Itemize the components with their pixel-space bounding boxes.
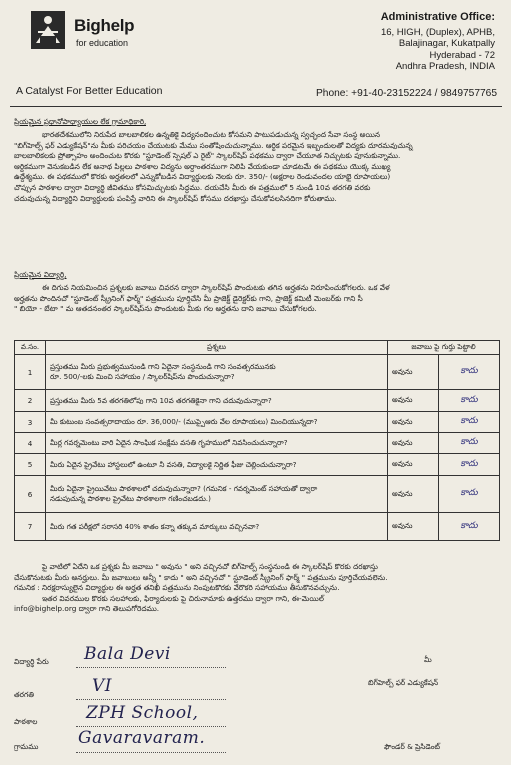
col-header-answer: జవాబు పై గుర్తు పెట్టాలి [388, 341, 500, 355]
question-text [46, 476, 388, 513]
phone-number: Phone: +91-40-23152224 / 9849757765 [316, 88, 497, 99]
question-line: మీరు ఏదైనా ప్రైయివేటు పాఠశాలలో చదువుచున్నారా? (గమనిక - గవర్నమెంట్ సహాయతో ద్వారా [50, 484, 318, 493]
founder-title: ఫౌండర్ & ప్రెసిడెంట్ [384, 742, 441, 751]
intro-paragraph [14, 130, 500, 204]
row-number: 1 [15, 355, 46, 390]
col-header-questions: ప్రశ్నలు [46, 341, 388, 355]
school-value[interactable]: ZPH School, [86, 703, 199, 723]
question-line: మీరు ఏదైన ప్రైవేటు హాస్టలులో ఉంటూ నీ వసతి, విద్యాలకై నిర్ణిత ఫీజు చెల్లించుచున్నారా? [50, 459, 297, 469]
table-row [15, 355, 500, 390]
handwritten-answer: కాదు [439, 454, 500, 476]
paragraph-line: చేసుకొనుటకు మీరు అనర్హులు. మీ జవాబులు అన్నీ " కాదు " అని వచ్చినచో " స్టూడెంట్ స్క్రీనింగ్ ఫార్మ్ " పత్రమును పూర్తిచేయవలెను. [14, 572, 388, 582]
class-label: తరగతి [14, 690, 34, 699]
handwritten-answer: కాదు [439, 412, 500, 433]
paragraph-line: భారతదేశములోని నిరుపేద బాలబాలికల ఉన్నతికై విద్యనందించుట కోసమని పాటుపడుచున్న స్వచ్ఛంద సేవా సంస్థ అయిన [42, 130, 381, 139]
village-label: గ్రామము [14, 742, 39, 751]
handwritten-answer: కాదు [439, 355, 500, 390]
question-text [46, 390, 388, 412]
paragraph-line: పై వాటిలో ఏదేని ఒక ప్రశ్నకు మీ జవాబు " అవును " అని వచ్చినచో బిగ్‌హెల్ప్ సంస్థనుండి ఈ స్కాలర్‌షిప్ కొరకు దరఖాస్తు [42, 562, 378, 571]
instructions-paragraph [14, 562, 500, 615]
paragraph-line: చదువుచున్న విద్యార్థిని విద్యార్థులకు పంపిస్తే వారిని ఈ స్కాలర్‌షిప్ కోసము దరఖాస్తు చేసుకోవలసినదిగా కోరుతాము. [14, 193, 337, 203]
yes-option[interactable]: అవును [388, 412, 439, 433]
student-name-value[interactable]: Bala Devi [84, 644, 171, 664]
question-text [46, 412, 388, 433]
paragraph-line: ఇతర వివరముల కొరకు సలహాలకు, ఫిర్యాదులకు పై చిరునామాకు ఉత్తరము ద్వారా గాని, ఈ-మెయిల్ [42, 593, 324, 603]
paragraph-line: ఈ దిగువ నియమించిన ప్రశ్నలకు జవాబు చివరన ద్వారా స్కాలర్‌షిప్ పొందుటకు తగిన అర్హతను నిరూపించుకోగలరు. ఒక వేళ [42, 283, 390, 292]
row-number: 3 [15, 412, 46, 433]
logo-name: Bighelp [74, 16, 135, 35]
logo-subtitle: for education [76, 38, 129, 48]
table-row [15, 412, 500, 433]
row-number: 6 [15, 476, 46, 513]
address-line: Balajinagar, Kukatpally [398, 38, 495, 50]
row-number: 2 [15, 390, 46, 412]
question-line: నడుపుచున్న పాఠశాల ప్రైవేటు పాఠశాలగా గణించబడదు.) [50, 494, 211, 503]
bighelp-logo-icon [30, 10, 66, 50]
question-text [46, 454, 388, 476]
handwritten-answer: కాదు [439, 433, 500, 454]
paragraph-line: ఆర్థికముగా వెనుకబడిన లేక అనాథ పిల్లలు పాఠశాల విద్యను అర్ధాంతరముగా నిలిపి వేయకుండా చూడటమే ఈ పథకము యొక్క ముఖ్య [14, 161, 391, 171]
question-text [46, 355, 388, 390]
tagline: A Catalyst For Better Education [16, 85, 163, 97]
table-row [15, 454, 500, 476]
salutation-headmaster: ప్రియమైన ప్రధానోపాధ్యాయుల లేక గ్రామాధికారి, [14, 117, 147, 126]
yes-option[interactable]: అవును [388, 355, 439, 390]
paragraph-line: "బిగ్‌హెల్ప్ ఫర్ ఎడ్యుకేషన్"ను మీకు పరిచయం చేయుటకు మేము సంతోషించుచున్నాము. ఆర్థిక పరమైన ఇబ్బందులతో విద్యకు దూరమవుచున్న [14, 140, 413, 150]
yes-option[interactable]: అవును [388, 454, 439, 476]
organization-signature: బిగ్‌హెల్ప్ ఫర్ ఎడ్యుకేషన్ [368, 678, 439, 687]
row-number: 5 [15, 454, 46, 476]
col-header-number: వ.సం. [15, 341, 46, 355]
question-line: మీరు గత పరీక్షలో సరాసరి 40% శాతం కన్నా తక్కువ మార్కులు వచ్చినవా? [50, 521, 260, 531]
table-row [15, 476, 500, 513]
question-line: రూ. 500/-లకు మించి సహాయం / స్కాలర్‌షిప్‌ను పొందుచున్నారా? [50, 372, 235, 381]
handwritten-answer: కాదు [439, 390, 500, 412]
paragraph-line: చొప్పున పాఠశాల ద్వారా విద్యార్థి జీవితము కోసమిచ్చుటకు సిద్ధము. దయచేసి మీరు ఈ పత్రములో 5 నుండి 10వ తరగతి వరకు [14, 182, 371, 192]
class-value[interactable]: VI [92, 676, 112, 696]
office-address [305, 12, 495, 73]
paragraph-line: ఉద్దేశ్యము. ఈ పథకములో కొరకు అర్హతలలో ఎన్నుకోబడిన విద్యార్థులకు నెలకు రూ. 350/- (అక్షరాల రెండువందల యాభై రూపాయలు) [14, 172, 391, 182]
question-line: మీ కుటుంబ సంవత్సరాదాయం రూ. 36,000/- (ముప్పైఆరు వేల రూపాయలు) మించియున్నదా? [50, 417, 318, 426]
class-underline [76, 699, 226, 700]
question-line: మీర్ల గవర్నమెంటు వారి ఏదైన సాంఘిక సంక్షేమ వసతి గృహములో నివసించుచున్నారా? [50, 438, 288, 447]
paragraph-line: గమనిక : నిరక్షరాస్యులైన విద్యార్థుల ఈ అర్హత తనిఖీ పత్రమును నింపుటకొరకు వేరొకరి సహాయము తీసుకొనవచ్చును. [14, 583, 340, 593]
village-underline [76, 752, 226, 753]
handwritten-answer: కాదు [439, 513, 500, 541]
header-divider [10, 106, 502, 107]
address-line: 16, HIGH, (Duplex), APHB, [380, 26, 495, 38]
address-line: Andhra Pradesh, INDIA [395, 61, 495, 73]
question-line: ప్రస్తుతము మీరు 5వ తరగతిలోపు గాని 10వ తరగతికైనా గాని చదువుచున్నారా? [50, 395, 272, 405]
question-line: ప్రస్తుతము మీరు ప్రభుత్వమునుండి గాని ఏదైనా సంస్థనుండి గాని సంవత్సరమునకు [50, 362, 276, 371]
yes-option[interactable]: అవును [388, 390, 439, 412]
paragraph-line: బాలబాలికలకు ప్రోత్సాహం అందించుట కొరకు "స్టూడెంట్ స్పెషల్ ఎ రైట్" స్కాలర్‌షిప్ పథకము ద్వారా చేయూత నిచ్చుటకు పూనుకున్నాము. [14, 151, 401, 161]
school-label: పాఠశాల [14, 717, 38, 726]
paragraph-line: అర్హతను పొందినచో "స్టూడెంట్ స్క్రీనింగ్ ఫార్మ్" పత్రమును పూర్తిచేసి మీ ప్రాజెక్ట్ డైరెక్టర్‌కు గాని, ప్రాజెక్ట్ కమిటీ మెంబర్‌కు గాని సీ [14, 293, 363, 303]
handwritten-answer: కాదు [439, 476, 500, 513]
yes-option[interactable]: అవును [388, 513, 439, 541]
question-text [46, 513, 388, 541]
office-title: Administrative Office: [380, 11, 495, 23]
school-underline [76, 726, 226, 727]
yes-option[interactable]: అవును [388, 433, 439, 454]
address-line: Hyderabad - 72 [429, 49, 495, 61]
salutation-student: ప్రియమైన విద్యార్థి, [14, 270, 67, 279]
table-header-row [15, 341, 500, 355]
row-number: 4 [15, 433, 46, 454]
student-name-label: విద్యార్థి పేరు [14, 657, 49, 666]
table-row [15, 390, 500, 412]
table-row [15, 433, 500, 454]
paragraph-line: info@bighelp.org ద్వారా గాని తెలుపగోరెదము. [14, 604, 160, 614]
village-value[interactable]: Gavaravaram. [78, 728, 206, 748]
eligibility-table [14, 340, 500, 541]
table-row [15, 513, 500, 541]
student-paragraph [14, 283, 500, 315]
row-number: 7 [15, 513, 46, 541]
name-underline [76, 667, 226, 668]
sign-off: మీ [424, 655, 432, 664]
yes-option[interactable]: అవును [388, 476, 439, 513]
question-text [46, 433, 388, 454]
paragraph-line: " బియో - బేటా " మ ఆతదనంతర స్కాలర్‌షిప్‌ను పొందుటకు మీకు గల అర్హతను దాని జవాబు చేసుకోగలరు. [14, 304, 317, 314]
